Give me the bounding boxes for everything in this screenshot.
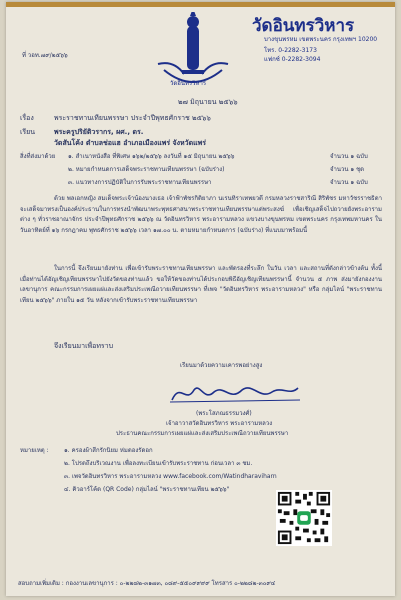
- attachment-qty: จำนวน ๑ ฉบับ: [330, 153, 368, 160]
- signature-mark: [164, 380, 304, 406]
- temple-name: วัดอินทรวิหาร: [252, 16, 355, 36]
- recipient-label: เรียน: [20, 128, 36, 136]
- contact-footer: สอบถามเพิ่มเติม : กองงานเลขานุการ : ๐-๒๒๘๒-๓๑๗๓, ๐๘๙-๕๕๐๙๙๙๙ โทรสาร ๐-๒๒๘๒-๓๐๙๔: [18, 580, 276, 587]
- note-item: ๒. โปรดถึงบริเวณงาน เพื่อลงทะเบียนเข้ารับพระราชทาน ก่อนเวลา ๓ ชม.: [64, 460, 253, 467]
- recipient-name: พระครูปริยัติวรากร, ผศ., ดร.: [54, 128, 144, 136]
- temple-tel: โทร. 0-2282-3173: [264, 47, 317, 54]
- subject-label: เรื่อง: [20, 114, 34, 122]
- document-number: ที่ วอท.๗๙/๒๕๖๖: [22, 52, 68, 59]
- note-item: ๓. เพจวัดอินทรวิหาร พระอารามหลวง www.facebook.com/Watindharaviharn: [64, 473, 277, 480]
- signer-name: (พระโสภณธรรมวงศ์): [196, 410, 252, 417]
- closing-regards: เรียนมาด้วยความเคารพอย่างสูง: [180, 362, 263, 369]
- top-border: [6, 2, 395, 7]
- attachment-qty: จำนวน ๑ ฉบับ: [330, 179, 368, 186]
- logo-caption: วัดอินทรวิหาร: [170, 80, 207, 87]
- body-paragraph-1: ด้วย พลเอกหญิง สมเด็จพระเจ้าน้องนางเธอ เจ้าฟ้าพัชรกิติยาภา นเรนทิราเทพยวดี กรมหลวงราชสาริณี สิริพัชร มหาวัชรราชธิดา จะเสด็จมาทรงเป็นองค์ประธานในการทรงนำพัฒนาพระพุทธศาสนาพระราชทานเทียนพรรษาแด่พระสงฆ์ เพื่อเชิญเสด็จไปถวายยังพระอารามต่าง ๆ ทั่วราชอาณาจักร ประจำปีพุทธศักราช ๒๕๖๖ ณ วัดอินทรวิหาร พระอารามหลวง แขวงบางขุนพรหม เขตพระนคร กรุงเทพมหานคร ในวันอาทิตย์ที่ ๑๖ กรกฎาคม พุทธศักราช ๒๕๖๖ เวลา ๑๗.๐๐ น. ตามหมายกำหนดการ (ฉบับร่าง) ที่แนบมาพร้อมนี้: [20, 195, 382, 234]
- line-group-qr-code[interactable]: [276, 490, 332, 546]
- signer-role: ประธานคณะกรรมการเผยแผ่และส่งเสริมประเพณีถวายเทียนพรรษา: [116, 430, 289, 437]
- note-item: ๔. คิวอาร์โค้ด (QR Code) กลุ่มไลน์ "พระราชทานเทียน ๒๕๖๖": [64, 486, 230, 493]
- attachment-item: ๒. หมายกำหนดการเสด็จพระราชทานเทียนพรรษา (ฉบับร่าง): [68, 166, 225, 173]
- attachment-item: ๑. สำเนาหนังสือ ที่พิเศษ ๑๖๒/๒๕๖๖ ลงวันที่ ๑๕ มิถุนายน ๒๕๖๖: [68, 153, 235, 160]
- letter-date: ๒๗ มิถุนายน ๒๕๖๖: [178, 98, 238, 106]
- notes-label: หมายเหตุ :: [20, 447, 49, 454]
- temple-fax: แฟกซ์ 0-2282-3094: [264, 56, 321, 63]
- subject-text: พระราชทานเทียนพรรษา ประจำปีพุทธศักราช ๒๕๖๖: [54, 114, 211, 122]
- temple-address: บางขุนพรหม เขตพระนคร กรุงเทพฯ 10200: [264, 36, 378, 43]
- letter-page: [6, 2, 395, 596]
- signer-title: เจ้าอาวาสวัดอินทรวิหาร พระอารามหลวง: [166, 420, 273, 427]
- attachment-item: ๓. แนวทางการปฏิบัติในการรับพระราชทานเทียนพรรษา: [68, 179, 212, 186]
- body-paragraph-2: ในการนี้ จึงเรียนมายังท่าน เพื่อเข้ารับพระราชทานเทียนพรรษา และพัดรองที่ระลึก ในวัน เวลา และสถานที่ดังกล่าวข้างต้น ทั้งนี้ เมื่อท่านได้อัญเชิญเทียนพรรษาไปยังวัดของท่านแล้ว ขอให้วัดของท่านได้ประกอบพิธีอัญเชิญเทียนพรรษานี้ จำนวน ๕ ภาพ ส่งมายังกองงานเลขานุการ คณะกรรมการเผยแผ่และส่งเสริมประเพณีถวายเทียนพรรษา ที่เพจ "วัดอินทรวิหาร พระอารามหลวง" หรือ กลุ่มไลน์ "พระราชทานเทียน ๒๕๖๖" ภายใน ๑๕ วัน หลังจากเข้ารับพระราชทานเทียนพรรษา: [20, 265, 382, 304]
- note-item: ๑. ครองผ้าสีกรักนิยม ห่มดองรัดอก: [64, 447, 153, 454]
- attachment-qty: จำนวน ๑ ชุด: [330, 166, 365, 173]
- closing-request: จึงเรียนมาเพื่อทราบ: [54, 342, 114, 350]
- recipient-place: วัดสันโค้ง ตำบลช่อแฮ อำเภอเมืองแพร่ จังหวัดแพร่: [54, 139, 207, 147]
- attachments-label: สิ่งที่ส่งมาด้วย: [20, 153, 56, 160]
